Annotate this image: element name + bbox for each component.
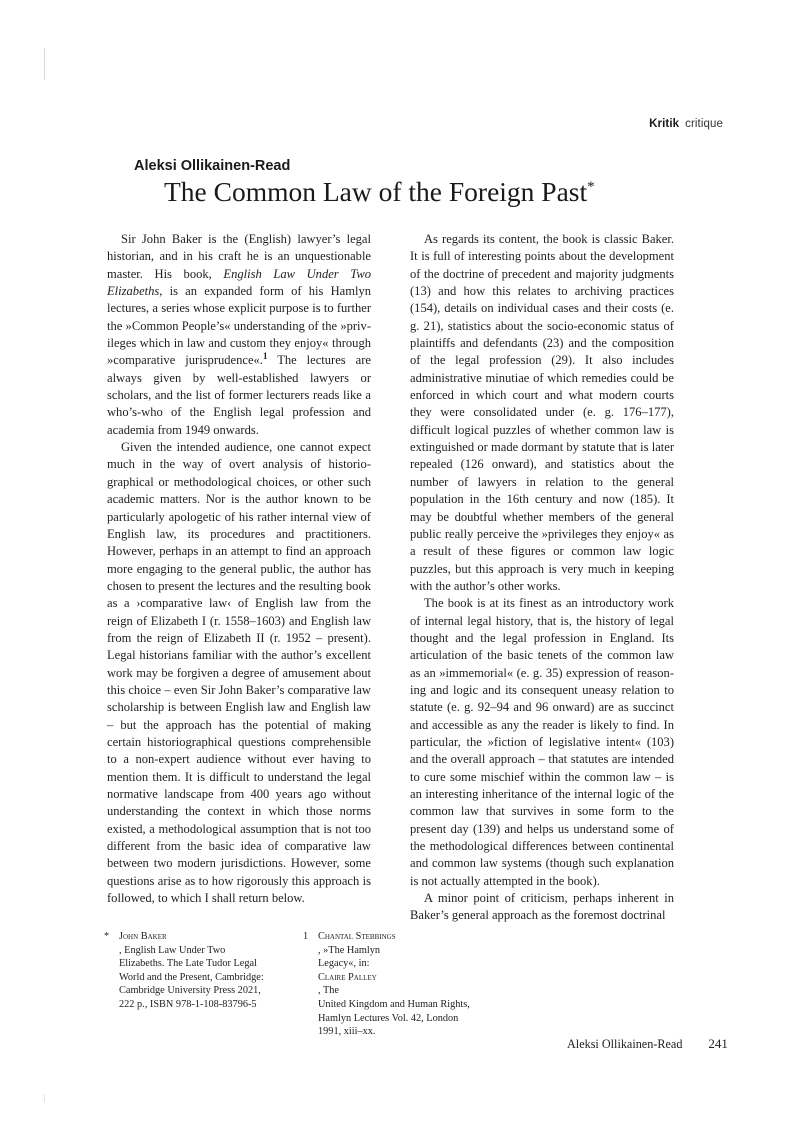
footnote-line: Elizabeths. The Late Tudor Legal <box>119 958 257 970</box>
footnote-line: United Kingdom and Human Rights, <box>318 998 470 1010</box>
footnote-ref: 1 <box>262 351 268 362</box>
footnote-mark: 1 <box>303 931 309 942</box>
title-footnote-mark: * <box>587 179 595 195</box>
text-run: , is an expanded form of his Hamlyn lectures, a series whose explicit purpose is to further the »Common People’s« understanding of the »privileges which in law and custom they enjoy« through »comparative jurisprudence«. <box>107 284 371 368</box>
article-title <box>164 176 595 208</box>
footnote-text: , The <box>318 985 339 997</box>
paragraph <box>107 231 371 439</box>
footnote-line <box>119 930 264 957</box>
crop-mark <box>44 1094 45 1102</box>
paragraph: The book is at its finest as an introductory work of internal legal history, that is, the history of legal thought and the legal profession in England. Its articulation of the basic tenets of the common law as an »immemorial« (e. g. 35) expression of reasoning and logic and its consequent uneasy relation to statute (e. g. 92–94 and 96 onward) are as succinct and accessible as any the reader is likely to find. In particular, the »fiction of legislative intent« (103) and the overall approach – that statutes are intended to cure some mischief within the common law – is an interesting inheritance of the internal logic of the common law that survives in some form to the present day (139) and helps us understand some of the methodological differences between continental and common law systems (though such explanation is not actually attempted in the book). <box>410 596 674 888</box>
page-number: 241 <box>708 1036 728 1051</box>
text-run: The lectures are always given by well-established lawyers or scholars, and the list of former lecturers reads like a who’s-who of the English legal profession and academia from 1949 onwards. <box>107 353 371 437</box>
footnote-body <box>119 930 264 1012</box>
footnote-line: Cambridge University Press 2021, <box>119 985 261 997</box>
footnote-author: Chantal Stebbings <box>318 931 396 942</box>
footnote-author: John Baker <box>119 931 167 942</box>
text-column-right <box>410 231 674 925</box>
footnote-line: 222 p., ISBN 978-1-108-83796-5 <box>119 998 257 1010</box>
footnote-line: 1991, xiii–xx. <box>318 1026 376 1038</box>
paragraph: As regards its content, the book is classic Baker. It is full of interesting points about the development of the doctrine of precedent and majority judgments (13) and how this relates to archiving practices (154), details on individual cases and their costs (e. g. 21), statistics about the socio-economic status of plaintiffs and defendants (23) and the composition of the legal profession (29). It also includes administrative minutiae of which remedies could be enforced in which court and what modern courts they were consolidated under (e. g. 176–177), difficult logical puzzles of whether common law is extinguished or made dormant by statute that is later repealed (126 onward), and statistics about the number of lawyers in relation to the general population in the 16th century and now (185). It may be doubtful whether members of the general public really perceive the »privileges they enjoy« as a result of these figures or common law logic puzzles, but this approach is very much in keeping with the author’s other works. <box>410 232 674 593</box>
footnote-line: World and the Present, Cambridge: <box>119 971 264 983</box>
footnote-mark: * <box>104 931 110 942</box>
footnote-text: Legacy«, in: <box>318 958 370 970</box>
paragraph: Given the intended audience, one cannot expect much in the way of overt analysis of historiographical or methodological choices, or other such academic matters. Nor is the author known to be particularly apologetic of his rather internal view of English law, its procedures and practitioners. However, perhaps in an attempt to find an approach more engaging to the general public, the author has chosen to present the lectures and the resulting book as a ›comparative law‹ of English law from the reign of Elizabeth I (r. 1558–1603) and English law from the reign of Elizabeth II (r. 1952 – present). Legal historians familiar with the author’s excellent work may be forgiven a degree of amusement about this choice – even Sir John Baker’s comparative law scholarship is between English law and English law – but the approach has the potential of making certain historiographical questions comprehensible to a non-expert audience without ever having to mention them. It is difficult to understand the legal normative landscape from 400 years ago without understanding the context in which those norms existed, a methodological assumption that is not too different from the basic idea of comparative law between two modern jurisdictions. However, some questions arise as to how rigorously this approach is followed, to which I shall return below. <box>107 440 371 906</box>
footnote-line <box>318 930 470 957</box>
footnote-body <box>318 930 470 1039</box>
paragraph: A minor point of criticism, perhaps inherent in Baker’s general approach as the foremost doctrinal <box>410 891 674 923</box>
article-author: Aleksi Ollikainen-Read <box>134 158 291 174</box>
footnote-text: , »The Hamlyn <box>318 944 381 956</box>
footnote-editor: Claire Palley <box>318 971 377 983</box>
footnote-line: Hamlyn Lectures Vol. 42, London <box>318 1012 459 1024</box>
text-run: Sir John Baker is the (English) lawyer’s legal historian, and in his craft he is an unquestionable master. His book, <box>107 232 371 281</box>
footnote-line <box>318 957 470 998</box>
title-text: The Common Law of the Foreign Past <box>164 176 588 207</box>
section-sublabel: critique <box>685 118 723 130</box>
section-tag <box>649 118 723 130</box>
footnote-text: , English Law Under Two <box>119 944 226 956</box>
footer-author: Aleksi Ollikainen-Read <box>567 1037 683 1051</box>
running-footer <box>567 1036 728 1052</box>
crop-mark <box>44 48 45 80</box>
section-label: Kritik <box>649 118 680 130</box>
book-title: English Law Under Two Elizabeths <box>107 266 371 299</box>
text-column-left <box>107 231 371 907</box>
